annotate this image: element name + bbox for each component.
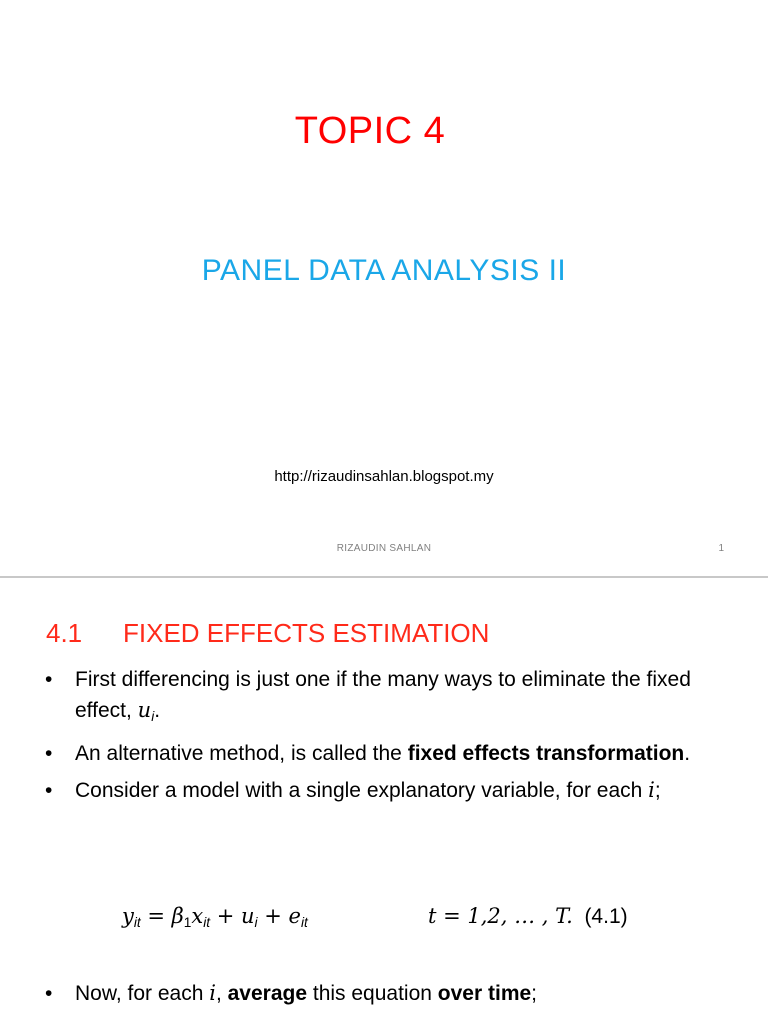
eq-equals: =: [140, 904, 172, 928]
bullet-text: Consider a model with a single explanatory variable, for each: [75, 779, 649, 803]
eq-sub: it: [203, 915, 211, 931]
eq-sub: i: [254, 915, 258, 931]
bullet-list-2: [40, 978, 740, 1015]
eq-sub: 1: [183, 915, 192, 931]
bullet-end: .: [154, 699, 161, 722]
bullet-consider-model: [40, 775, 740, 806]
bullet-average-over-time: [40, 978, 740, 1009]
bullet-first-differencing: [40, 664, 740, 732]
eq-u: u: [241, 904, 255, 928]
equation-4-1: [122, 904, 628, 931]
page-number: 1: [718, 543, 724, 554]
math-u: u: [137, 698, 152, 722]
bullet-end: ;: [654, 779, 661, 803]
blog-url: http://rizaudinsahlan.blogspot.my: [274, 468, 494, 485]
eq-beta: β: [171, 904, 184, 928]
bullet-alternative-method: [40, 738, 740, 769]
section-heading: [46, 618, 489, 649]
bullet-text: Now, for each: [75, 982, 210, 1005]
math-subscript: i: [151, 709, 155, 725]
eq-rhs: [428, 904, 628, 929]
footer-author: RIZAUDIN SAHLAN: [336, 543, 432, 554]
bold-term: over time: [437, 982, 532, 1005]
eq-number: (4.1): [584, 905, 628, 928]
bold-term: fixed effects transformation: [407, 742, 685, 766]
slide-title: TOPIC 4: [294, 110, 446, 152]
eq-sub: it: [133, 915, 141, 931]
math-i: i: [648, 778, 655, 803]
bullet-text: this equation: [307, 982, 438, 1005]
eq-y: y: [122, 904, 134, 928]
eq-plus: +: [257, 904, 289, 928]
section-number: 4.1: [46, 618, 83, 648]
bullet-end: .: [684, 742, 691, 766]
content-slide: [0, 578, 768, 1024]
section-title: FIXED EFFECTS ESTIMATION: [123, 618, 490, 648]
eq-x: x: [191, 904, 204, 928]
slide-subtitle: PANEL DATA ANALYSIS II: [201, 254, 567, 287]
bullet-text: An alternative method, is called the: [75, 742, 408, 766]
math-i: i: [209, 981, 216, 1005]
bullet-text: ,: [215, 982, 228, 1005]
eq-sub: it: [300, 915, 308, 931]
bold-term: average: [227, 982, 308, 1005]
bullet-end: ;: [531, 982, 538, 1005]
eq-e: e: [288, 904, 301, 928]
eq-t-range: t = 1,2, … , T.: [428, 904, 573, 928]
bullet-list: [40, 664, 740, 812]
eq-plus: +: [210, 904, 242, 928]
bullet-text: First differencing is just one if the many ways to eliminate the fixed effect,: [75, 668, 691, 722]
